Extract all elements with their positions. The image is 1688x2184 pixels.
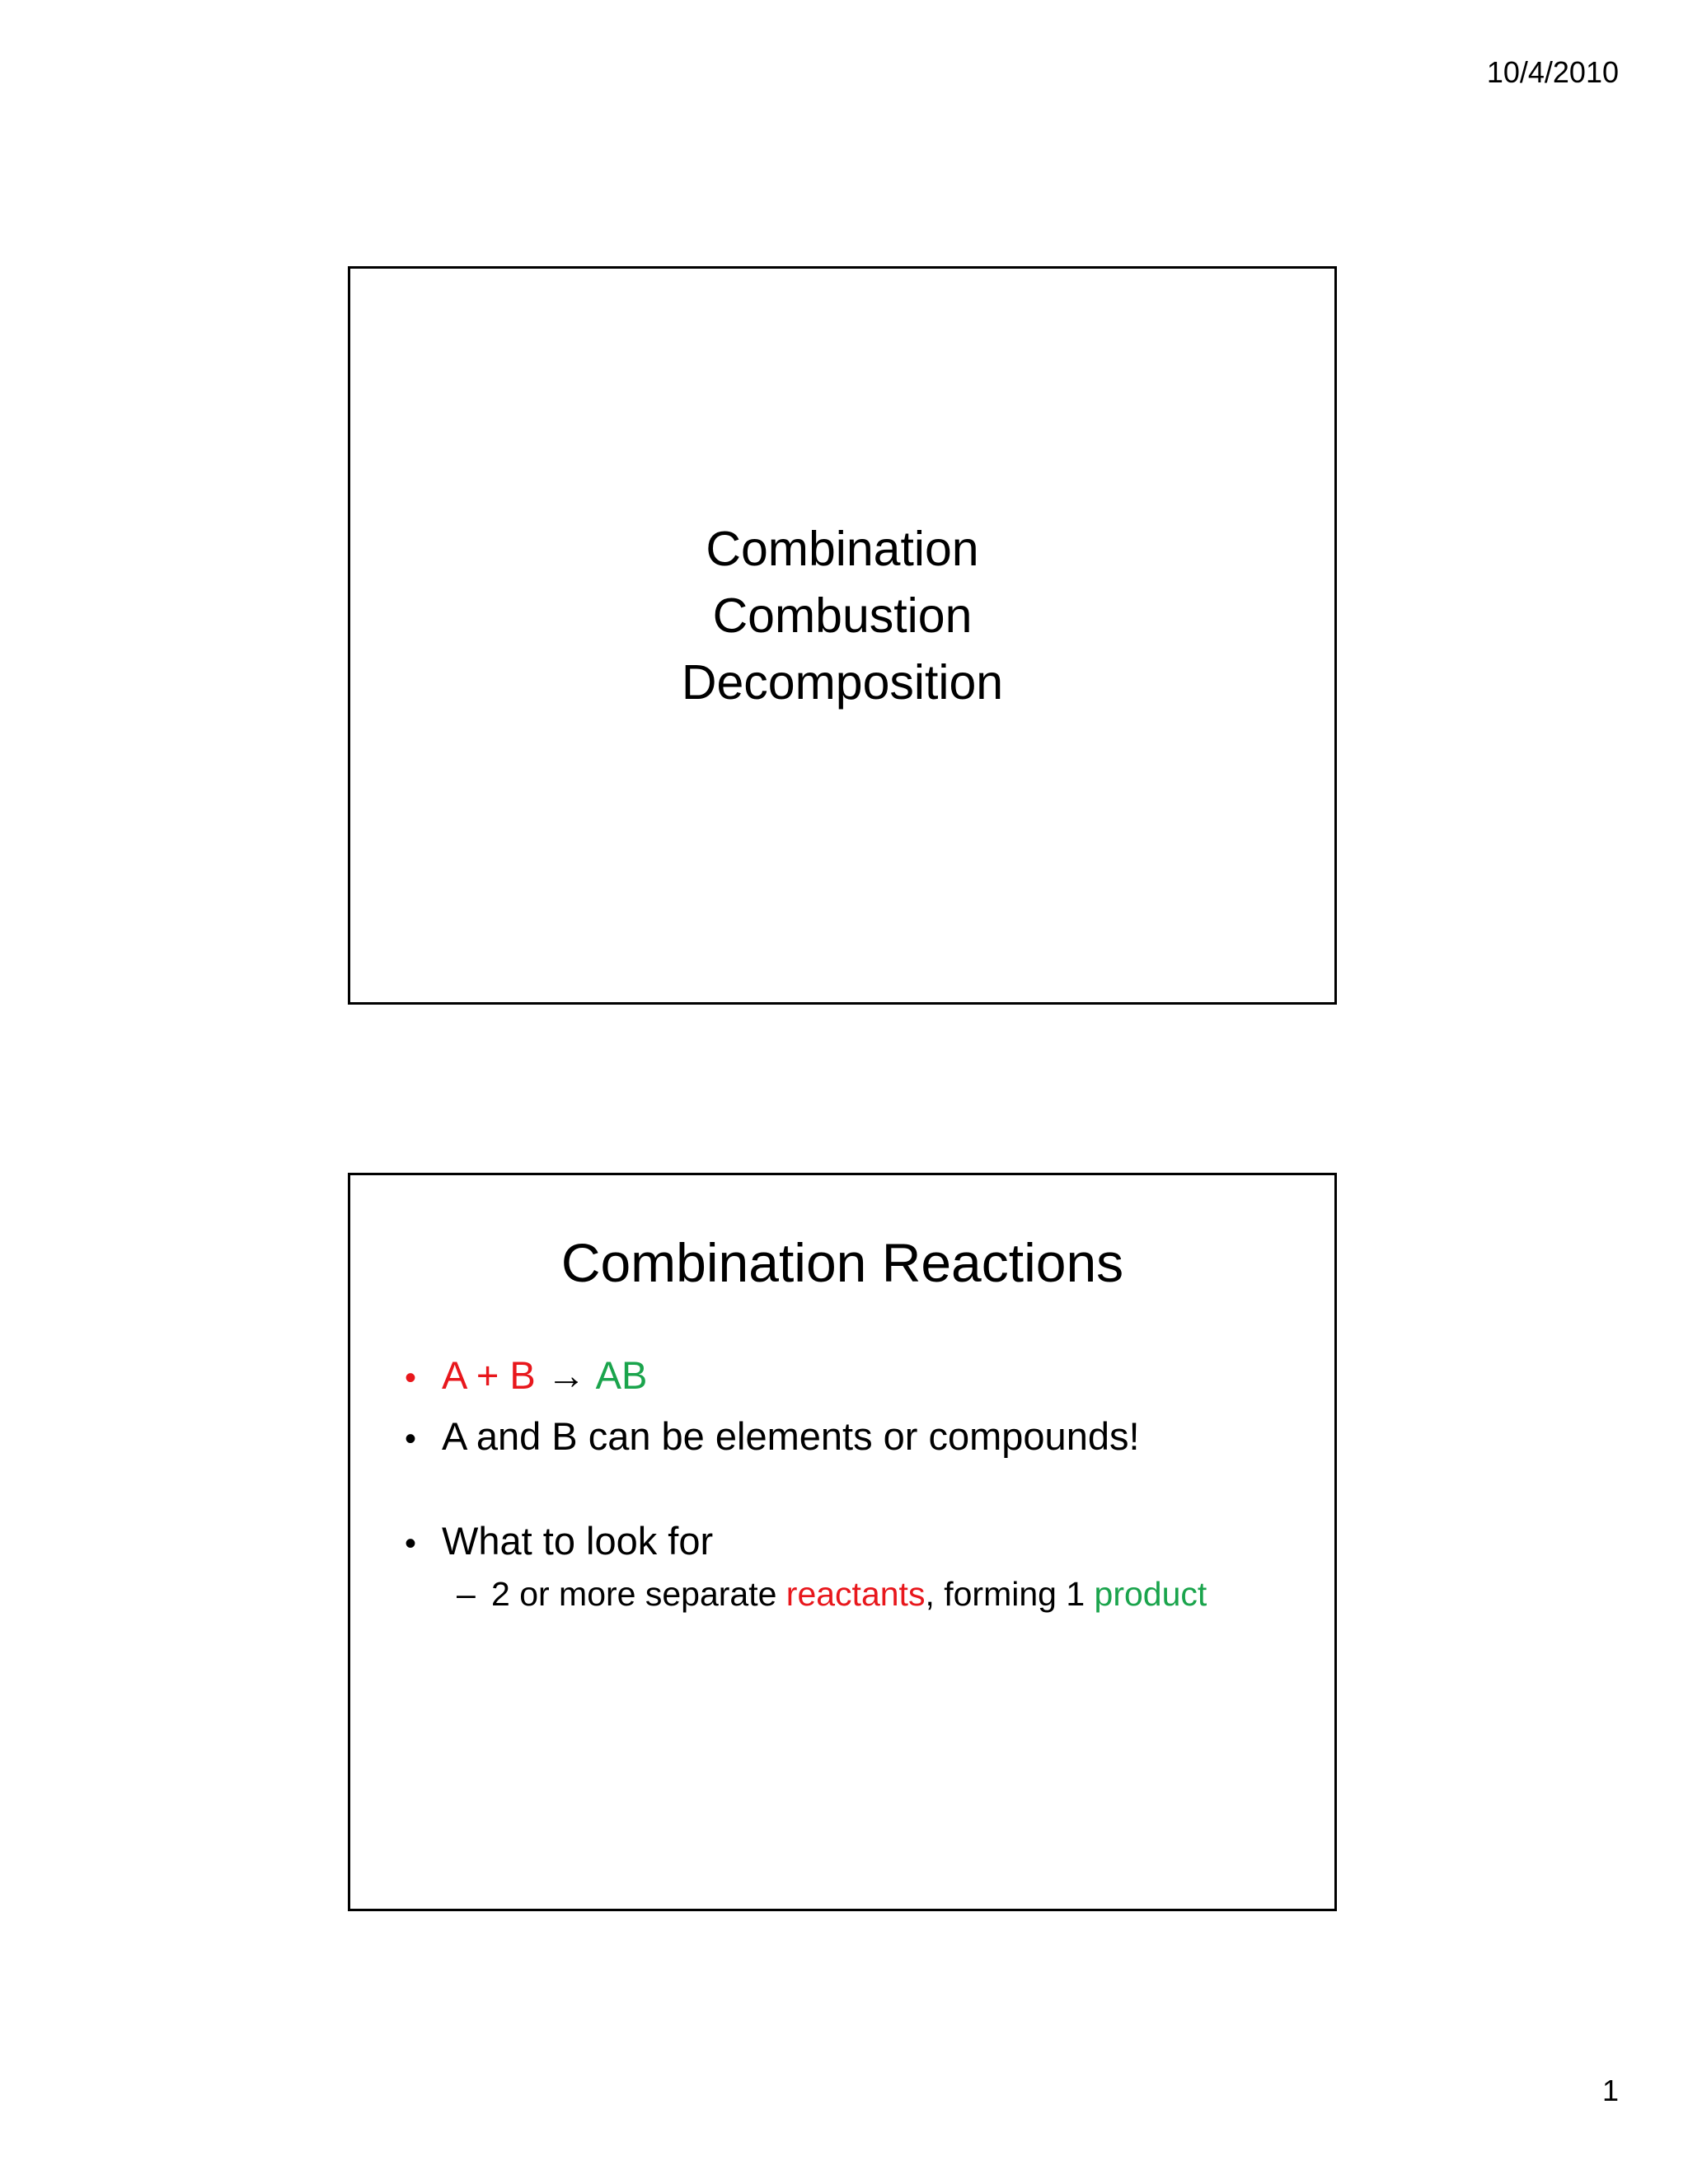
equation-reactants: A + B bbox=[442, 1353, 536, 1397]
page-date: 10/4/2010 bbox=[1486, 55, 1619, 89]
bullet-dot: • bbox=[405, 1525, 417, 1562]
slide-2-bullet-list bbox=[405, 1352, 1310, 1615]
sub-bullet-dash: – bbox=[457, 1575, 476, 1614]
equation-product: AB bbox=[595, 1353, 648, 1397]
bullet-what-to-look-for bbox=[405, 1518, 1310, 1564]
slide-1-frame bbox=[348, 266, 1337, 1005]
slide-1-line-combination: Combination bbox=[706, 522, 979, 576]
slide-1-title-stack bbox=[350, 516, 1334, 716]
bullet-dot: • bbox=[405, 1421, 417, 1458]
sub-bullet-text bbox=[491, 1574, 1207, 1615]
slide-1-line-decomposition: Decomposition bbox=[681, 655, 1004, 710]
bullet-text: A and B can be elements or compounds! bbox=[442, 1414, 1140, 1459]
slide-2-title: Combination Reactions bbox=[560, 1232, 1124, 1293]
equation bbox=[442, 1352, 647, 1399]
product-word: product bbox=[1094, 1575, 1207, 1614]
bullet-text: What to look for bbox=[442, 1518, 714, 1563]
page-number: 1 bbox=[1601, 2074, 1619, 2107]
bullet-equation bbox=[405, 1352, 1310, 1399]
slide-1-line-combustion: Combustion bbox=[712, 588, 973, 643]
right-arrow-icon: → bbox=[546, 1353, 586, 1397]
reactants-word: reactants bbox=[785, 1575, 926, 1614]
bullet-elements-compounds bbox=[405, 1413, 1310, 1460]
sub-bullet-part1: 2 or more separate bbox=[491, 1575, 786, 1614]
sub-bullet-reactants-product bbox=[457, 1574, 1310, 1615]
bullet-dot: • bbox=[405, 1360, 417, 1396]
sub-bullet-part2: , forming 1 bbox=[925, 1575, 1095, 1614]
slide-2-frame bbox=[348, 1173, 1337, 1911]
